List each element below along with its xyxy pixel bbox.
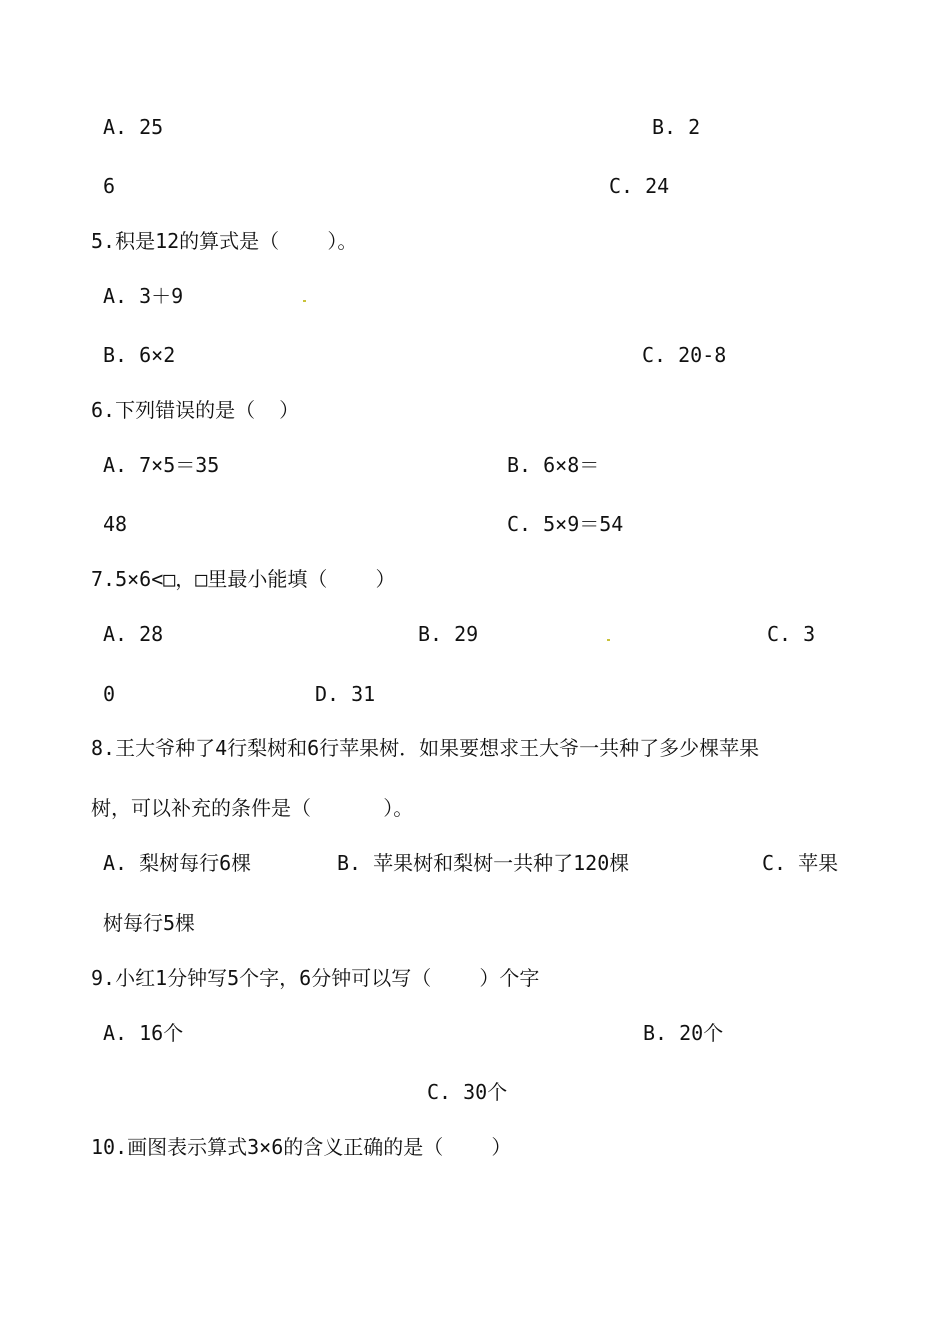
q4-option-b: B. 2: [652, 115, 701, 139]
q9-option-a: A. 16个: [103, 1021, 184, 1045]
q8-stem-line1: 8.王大爷种了4行梨树和6行苹果树．如果要想求王大爷一共种了多少棵苹果: [91, 736, 760, 760]
q8-option-b: B. 苹果树和梨树一共种了120棵: [337, 851, 630, 875]
q5-option-b: B. 6×2: [103, 343, 176, 367]
q8-option-c-wrap: 树每行5棵: [103, 911, 196, 935]
q9-option-b: B. 20个: [643, 1021, 724, 1045]
q4-option-c: C. 24: [609, 174, 670, 198]
q4-option-b-wrap: 6: [103, 174, 116, 198]
q6-option-a: A. 7×5＝35: [103, 453, 220, 477]
q7-option-c-wrap: 0: [103, 682, 116, 706]
q7-option-c: C. 3: [767, 622, 816, 646]
q10-stem: 10.画图表示算式3×6的含义正确的是（ ）: [91, 1135, 512, 1159]
q7-option-d: D. 31: [315, 682, 376, 706]
q6-option-b-wrap: 48: [103, 512, 128, 536]
q8-option-a: A. 梨树每行6棵: [103, 851, 252, 875]
q6-option-c: C. 5×9＝54: [507, 512, 624, 536]
q9-option-c: C. 30个: [427, 1080, 508, 1104]
q7-stem: 7.5×6<□，□里最小能填（ ）: [91, 567, 396, 591]
q5-option-a: A. 3＋9: [103, 284, 184, 308]
q6-option-b: B. 6×8＝: [507, 453, 600, 477]
q8-stem-line2: 树，可以补充的条件是（ ）。: [91, 796, 414, 820]
q7-option-b: B. 29: [418, 622, 479, 646]
q6-stem: 6.下列错误的是（ ）: [91, 398, 300, 422]
q5-option-c: C. 20-8: [642, 343, 727, 367]
q9-stem: 9.小红1分钟写5个字，6分钟可以写（ ）个字: [91, 966, 540, 990]
speck-mark: [303, 300, 306, 302]
speck-mark: [607, 639, 610, 641]
q4-option-a: A. 25: [103, 115, 164, 139]
q5-stem: 5.积是12的算式是（ ）。: [91, 229, 358, 253]
q7-option-a: A. 28: [103, 622, 164, 646]
q8-option-c: C. 苹果: [762, 851, 839, 875]
